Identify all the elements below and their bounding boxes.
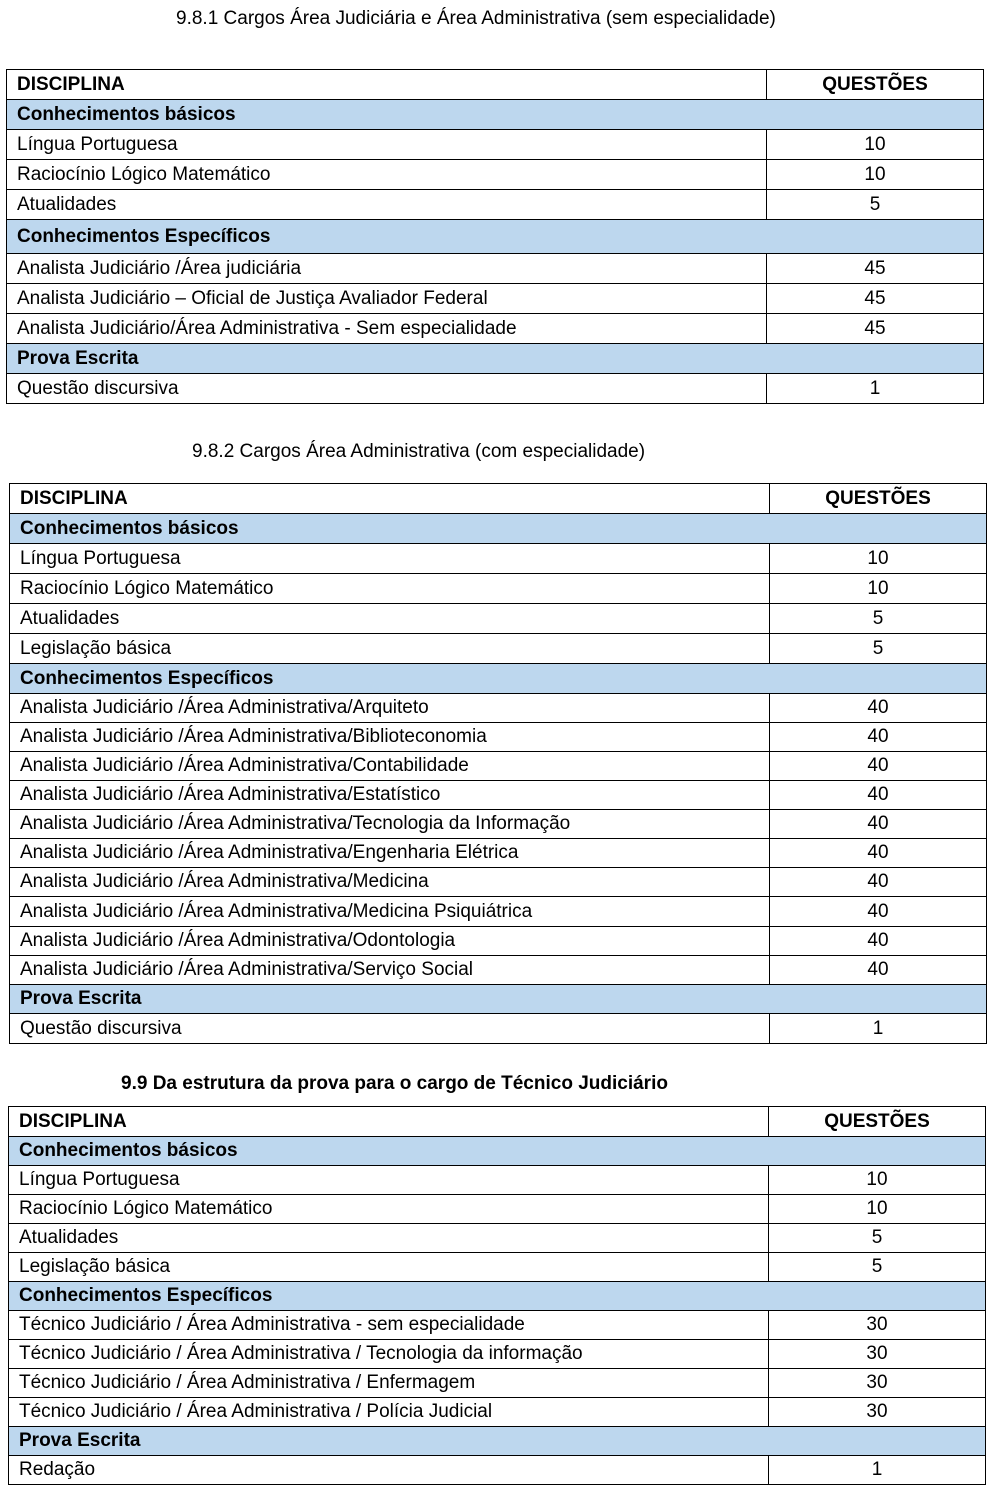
question-count: 45: [767, 284, 984, 314]
table-row: [9, 1398, 986, 1427]
table-row: [10, 927, 987, 956]
table-row: [9, 1311, 986, 1340]
discipline-name: Questão discursiva: [7, 374, 767, 404]
question-count: 1: [767, 374, 984, 404]
table-header: [7, 70, 984, 100]
group-row: [9, 1137, 986, 1166]
discipline-name: Língua Portuguesa: [7, 130, 767, 160]
discipline-name: Atualidades: [9, 1224, 769, 1253]
section-title-9-8-1: 9.8.1 Cargos Área Judiciária e Área Administrativa (sem especialidade): [176, 8, 776, 29]
question-count: 40: [770, 956, 987, 985]
question-count: 30: [769, 1340, 986, 1369]
discipline-name: Analista Judiciário /Área judiciária: [7, 254, 767, 284]
question-count: 5: [769, 1253, 986, 1282]
exam-table-9-8-1: [6, 69, 984, 404]
table-row: [10, 634, 987, 664]
group-label: Conhecimentos Específicos: [9, 1282, 986, 1311]
question-count: 40: [770, 897, 987, 927]
group-label: Conhecimentos básicos: [9, 1137, 986, 1166]
exam-table-9-8-2: [9, 483, 987, 1044]
table-header: [9, 1107, 986, 1137]
table-row: [9, 1340, 986, 1369]
discipline-name: Analista Judiciário /Área Administrativa/Biblioteconomia: [10, 723, 770, 752]
question-count: 30: [769, 1369, 986, 1398]
group-label: Prova Escrita: [10, 985, 987, 1014]
question-count: 40: [770, 810, 987, 839]
discipline-name: Técnico Judiciário / Área Administrativa / Tecnologia da informação: [9, 1340, 769, 1369]
discipline-name: Analista Judiciário /Área Administrativa/Medicina: [10, 868, 770, 897]
group-row: [10, 985, 987, 1014]
section-title-9-8-2: 9.8.2 Cargos Área Administrativa (com especialidade): [192, 441, 646, 462]
exam-table-9-9: [8, 1106, 986, 1485]
question-count: 10: [769, 1166, 986, 1195]
discipline-name: Questão discursiva: [10, 1014, 770, 1044]
group-row: [9, 1427, 986, 1456]
question-count: 10: [770, 574, 987, 604]
section-title-9-9: 9.9 Da estrutura da prova para o cargo de Técnico Judiciário: [121, 1073, 668, 1094]
group-row: [9, 1282, 986, 1311]
table-row: [7, 160, 984, 190]
question-count: 40: [770, 927, 987, 956]
group-label: Prova Escrita: [7, 344, 984, 374]
discipline-name: Analista Judiciário /Área Administrativa/Estatístico: [10, 781, 770, 810]
discipline-name: Analista Judiciário – Oficial de Justiça Avaliador Federal: [7, 284, 767, 314]
table-row: [7, 284, 984, 314]
header-questoes: QUESTÕES: [770, 484, 987, 514]
question-count: 30: [769, 1398, 986, 1427]
group-row: [7, 100, 984, 130]
header-disciplina: DISCIPLINA: [10, 484, 770, 514]
question-count: 5: [769, 1224, 986, 1253]
header-disciplina: DISCIPLINA: [9, 1107, 769, 1137]
discipline-name: Raciocínio Lógico Matemático: [7, 160, 767, 190]
group-row: [7, 344, 984, 374]
question-count: 40: [770, 839, 987, 868]
discipline-name: Técnico Judiciário / Área Administrativa / Enfermagem: [9, 1369, 769, 1398]
table-row: [10, 694, 987, 723]
question-count: 40: [770, 752, 987, 781]
table-row: [9, 1166, 986, 1195]
discipline-name: Analista Judiciário /Área Administrativa/Contabilidade: [10, 752, 770, 781]
discipline-name: Analista Judiciário /Área Administrativa/Arquiteto: [10, 694, 770, 723]
discipline-name: Técnico Judiciário / Área Administrativa - sem especialidade: [9, 1311, 769, 1340]
group-label: Conhecimentos básicos: [7, 100, 984, 130]
table-row: [10, 956, 987, 985]
question-count: 10: [767, 130, 984, 160]
table-row: [10, 839, 987, 868]
discipline-name: Legislação básica: [9, 1253, 769, 1282]
table-row: [10, 781, 987, 810]
table-header: [10, 484, 987, 514]
header-questoes: QUESTÕES: [767, 70, 984, 100]
table-row: [9, 1369, 986, 1398]
discipline-name: Raciocínio Lógico Matemático: [9, 1195, 769, 1224]
table-row: [9, 1195, 986, 1224]
question-count: 10: [767, 160, 984, 190]
question-count: 45: [767, 314, 984, 344]
discipline-name: Analista Judiciário /Área Administrativa/Tecnologia da Informação: [10, 810, 770, 839]
question-count: 10: [769, 1195, 986, 1224]
table-row: [7, 190, 984, 220]
question-count: 1: [770, 1014, 987, 1044]
table-row: [9, 1456, 986, 1485]
question-count: 40: [770, 694, 987, 723]
question-count: 40: [770, 781, 987, 810]
question-count: 45: [767, 254, 984, 284]
table-row: [10, 810, 987, 839]
table-row: [10, 574, 987, 604]
group-row: [10, 664, 987, 694]
group-label: Conhecimentos básicos: [10, 514, 987, 544]
table-row: [10, 604, 987, 634]
group-label: Conhecimentos Específicos: [10, 664, 987, 694]
group-row: [7, 220, 984, 254]
discipline-name: Analista Judiciário/Área Administrativa - Sem especialidade: [7, 314, 767, 344]
header-disciplina: DISCIPLINA: [7, 70, 767, 100]
table-row: [10, 723, 987, 752]
group-row: [10, 514, 987, 544]
question-count: 40: [770, 723, 987, 752]
question-count: 5: [770, 634, 987, 664]
table-row: [7, 374, 984, 404]
discipline-name: Atualidades: [10, 604, 770, 634]
question-count: 5: [770, 604, 987, 634]
group-label: Conhecimentos Específicos: [7, 220, 984, 254]
table-row: [10, 544, 987, 574]
table-row: [10, 752, 987, 781]
discipline-name: Atualidades: [7, 190, 767, 220]
table-row: [10, 1014, 987, 1044]
discipline-name: Analista Judiciário /Área Administrativa/Serviço Social: [10, 956, 770, 985]
discipline-name: Redação: [9, 1456, 769, 1485]
discipline-name: Analista Judiciário /Área Administrativa/Odontologia: [10, 927, 770, 956]
discipline-name: Língua Portuguesa: [10, 544, 770, 574]
header-questoes: QUESTÕES: [769, 1107, 986, 1137]
question-count: 40: [770, 868, 987, 897]
discipline-name: Analista Judiciário /Área Administrativa/Engenharia Elétrica: [10, 839, 770, 868]
table-row: [9, 1224, 986, 1253]
discipline-name: Legislação básica: [10, 634, 770, 664]
table-row: [7, 130, 984, 160]
discipline-name: Técnico Judiciário / Área Administrativa / Polícia Judicial: [9, 1398, 769, 1427]
table-row: [10, 868, 987, 897]
table-row: [7, 314, 984, 344]
discipline-name: Analista Judiciário /Área Administrativa/Medicina Psiquiátrica: [10, 897, 770, 927]
discipline-name: Raciocínio Lógico Matemático: [10, 574, 770, 604]
question-count: 30: [769, 1311, 986, 1340]
discipline-name: Língua Portuguesa: [9, 1166, 769, 1195]
table-row: [7, 254, 984, 284]
table-row: [10, 897, 987, 927]
question-count: 1: [769, 1456, 986, 1485]
question-count: 10: [770, 544, 987, 574]
question-count: 5: [767, 190, 984, 220]
table-row: [9, 1253, 986, 1282]
group-label: Prova Escrita: [9, 1427, 986, 1456]
